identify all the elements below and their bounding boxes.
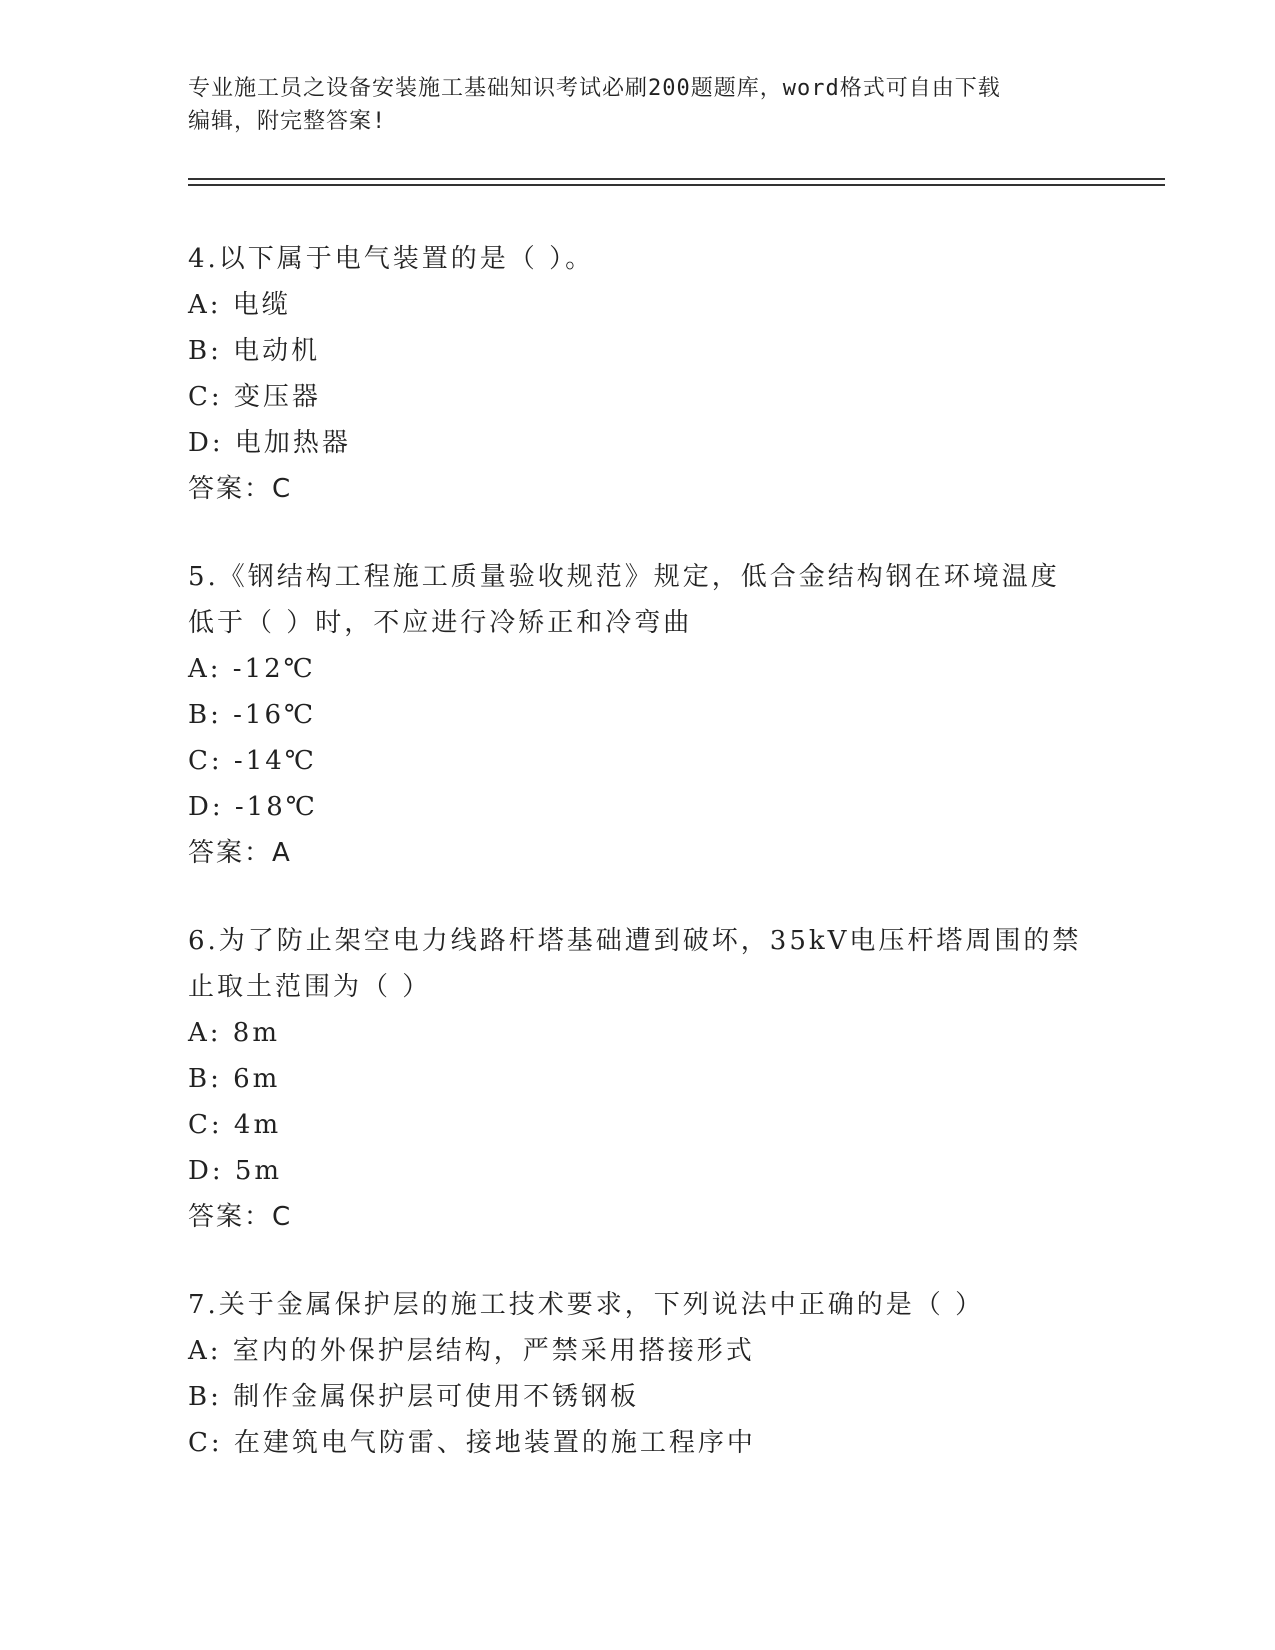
option-b: B: 制作金属保护层可使用不锈钢板 bbox=[188, 1382, 640, 1412]
spacer bbox=[188, 512, 1088, 554]
header-divider-top bbox=[188, 178, 1165, 180]
option-a: A: 8m bbox=[188, 1018, 280, 1048]
option-c: C: -14℃ bbox=[188, 746, 317, 776]
option-d: D: -18℃ bbox=[188, 792, 318, 822]
option-c: C: 变压器 bbox=[188, 382, 321, 412]
option-d: D: 5m bbox=[188, 1156, 283, 1186]
option-a: A: 室内的外保护层结构，严禁采用搭接形式 bbox=[188, 1336, 755, 1366]
option-a: A: -12℃ bbox=[188, 654, 316, 684]
question-block bbox=[188, 1282, 1088, 1466]
option-b: B: 电动机 bbox=[188, 336, 321, 366]
answer-line: 答案：C bbox=[188, 474, 293, 504]
header-line-1: 专业施工员之设备安装施工基础知识考试必刷200题题库，word格式可自由下载 bbox=[188, 76, 1001, 101]
question-stem: 4.以下属于电气装置的是（ ）。 bbox=[188, 244, 595, 274]
question-stem-continued: 低于（ ）时，不应进行冷矫正和冷弯曲 bbox=[188, 608, 693, 638]
question-block bbox=[188, 554, 1088, 876]
option-c: C: 在建筑电气防雷、接地装置的施工程序中 bbox=[188, 1428, 756, 1458]
option-c: C: 4m bbox=[188, 1110, 282, 1140]
question-block bbox=[188, 918, 1088, 1240]
option-b: B: 6m bbox=[188, 1064, 281, 1094]
question-stem: 5.《钢结构工程施工质量验收规范》规定，低合金结构钢在环境温度 bbox=[188, 562, 1060, 592]
spacer bbox=[188, 1240, 1088, 1282]
document-header bbox=[188, 72, 1088, 138]
option-d: D: 电加热器 bbox=[188, 428, 351, 458]
question-stem: 6.为了防止架空电力线路杆塔基础遭到破坏，35kV电压杆塔周围的禁 bbox=[188, 926, 1082, 956]
question-stem-continued: 止取土范围为（ ） bbox=[188, 972, 432, 1002]
header-line-2: 编辑，附完整答案! bbox=[188, 109, 387, 134]
header-divider-bottom bbox=[188, 184, 1165, 186]
option-b: B: -16℃ bbox=[188, 700, 317, 730]
question-stem: 7.关于金属保护层的施工技术要求，下列说法中正确的是（ ） bbox=[188, 1290, 985, 1320]
spacer bbox=[188, 876, 1088, 918]
option-a: A: 电缆 bbox=[188, 290, 291, 320]
answer-line: 答案：C bbox=[188, 1202, 293, 1232]
question-list bbox=[188, 236, 1088, 1466]
question-block bbox=[188, 236, 1088, 512]
answer-line: 答案：A bbox=[188, 838, 292, 868]
